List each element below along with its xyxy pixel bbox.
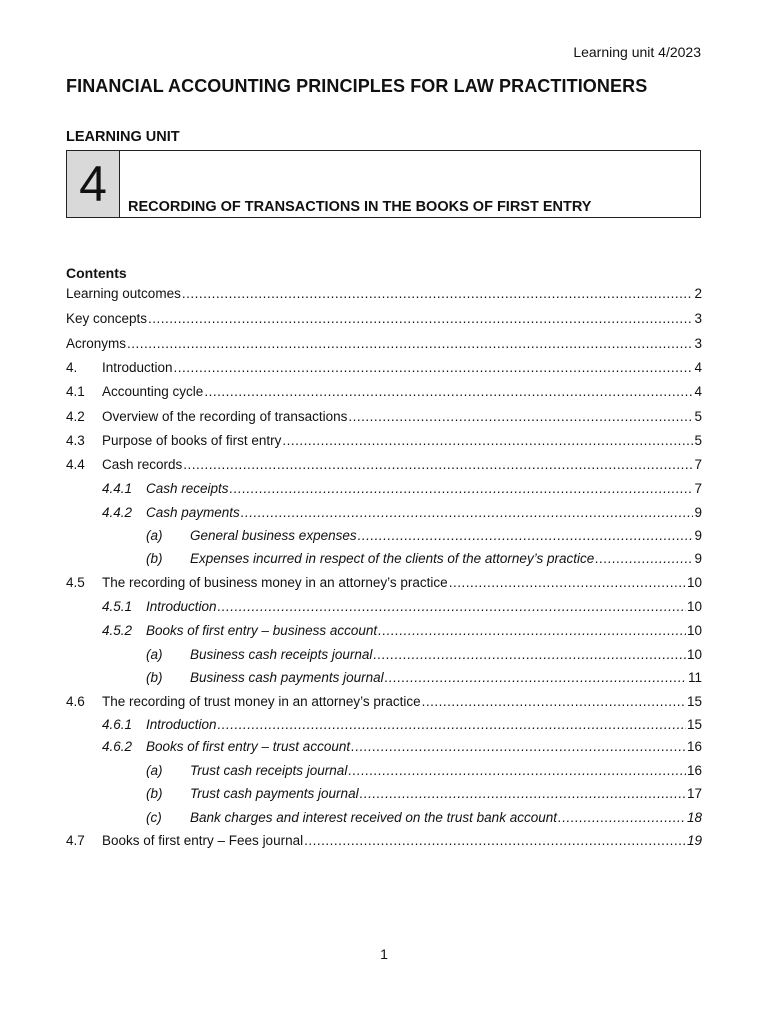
toc-entry-page: 10: [686, 575, 702, 590]
toc-entry-page: 16: [686, 763, 702, 778]
toc-entry-number: 4.6: [66, 694, 85, 709]
toc-entry-label: Trust cash receipts journal: [190, 763, 348, 778]
toc-dot-leader: [127, 334, 693, 354]
toc-entry-label: Books of first entry – business account: [146, 623, 378, 638]
toc-entry-page: 19: [686, 833, 702, 848]
toc-entry[interactable]: [66, 358, 702, 378]
toc-entry-page: 9: [694, 505, 702, 520]
toc-entry[interactable]: [66, 334, 702, 354]
toc-entry-label: The recording of business money in an attorney’s practice: [102, 575, 448, 590]
toc-entry-label: Books of first entry – Fees journal: [102, 833, 304, 848]
toc-entry-page: 7: [694, 457, 702, 472]
learning-unit-label: LEARNING UNIT: [66, 129, 180, 145]
toc-entry-page: 10: [686, 647, 702, 662]
toc-entry-label: Acronyms: [66, 336, 127, 351]
toc-dot-leader: [595, 549, 693, 569]
toc-entry[interactable]: [66, 407, 702, 427]
unit-heading-cell: [120, 151, 700, 217]
toc-entry-number: 4.5: [66, 575, 85, 590]
toc-entry-number: 4.1: [66, 384, 85, 399]
toc-entry-number: 4.5.1: [102, 599, 133, 614]
toc-entry-label: Accounting cycle: [102, 384, 204, 399]
toc-entry-page: 18: [686, 810, 702, 825]
toc-entry-page: 11: [687, 670, 702, 685]
toc-dot-leader: [422, 692, 686, 712]
toc-entry-number: 4.4.1: [102, 481, 133, 496]
toc-entry-label: Cash receipts: [146, 481, 229, 496]
toc-entry-number: (b): [146, 551, 163, 566]
toc-entry[interactable]: [66, 503, 702, 523]
toc-entry-label: Introduction: [146, 717, 217, 732]
unit-heading: RECORDING OF TRANSACTIONS IN THE BOOKS OF FIRST ENTRY: [128, 199, 592, 215]
toc-entry[interactable]: [66, 479, 702, 499]
toc-entry-page: 15: [686, 694, 702, 709]
toc-entry[interactable]: [66, 715, 702, 735]
document-title: FINANCIAL ACCOUNTING PRINCIPLES FOR LAW PRACTITIONERS: [66, 76, 648, 96]
toc-dot-leader: [348, 761, 686, 781]
toc-entry-label: Key concepts: [66, 311, 148, 326]
unit-number: 4: [67, 151, 120, 217]
toc-entry-number: 4.4.2: [102, 505, 133, 520]
toc-entry-number: 4.3: [66, 433, 85, 448]
toc-entry-number: 4.2: [66, 409, 85, 424]
toc-entry-page: 7: [694, 481, 702, 496]
toc-entry[interactable]: [66, 645, 702, 665]
toc-dot-leader: [351, 737, 686, 757]
toc-dot-leader: [218, 597, 686, 617]
toc-entry[interactable]: [66, 455, 702, 475]
toc-entry[interactable]: [66, 549, 702, 569]
toc-entry-page: 10: [686, 599, 702, 614]
toc-dot-leader: [282, 431, 693, 451]
toc-entry-label: Cash payments: [146, 505, 240, 520]
toc-entry-number: 4.5.2: [102, 623, 133, 638]
toc-entry[interactable]: [66, 808, 702, 828]
toc-dot-leader: [378, 621, 686, 641]
toc-dot-leader: [183, 455, 693, 475]
toc-entry-label: Introduction: [146, 599, 217, 614]
toc-entry[interactable]: [66, 382, 702, 402]
toc-dot-leader: [385, 668, 687, 688]
toc-entry-number: (a): [146, 647, 163, 662]
toc-entry-page: 4: [694, 360, 702, 375]
contents-heading: Contents: [66, 265, 127, 281]
header-unit-reference: Learning unit 4/2023: [573, 44, 701, 60]
toc-entry[interactable]: [66, 761, 702, 781]
toc-entry-page: 2: [694, 286, 702, 301]
toc-entry-label: Expenses incurred in respect of the clients of the attorney’s practice: [190, 551, 595, 566]
toc-entry-page: 15: [686, 717, 702, 732]
toc-entry[interactable]: [66, 526, 702, 546]
page-number: 1: [380, 946, 388, 962]
toc-entry-page: 3: [694, 311, 702, 326]
toc-entry-page: 9: [694, 551, 702, 566]
toc-entry-label: Business cash receipts journal: [190, 647, 373, 662]
toc-entry[interactable]: [66, 692, 702, 712]
toc-entry[interactable]: [66, 668, 702, 688]
toc-entry[interactable]: [66, 309, 702, 329]
toc-entry[interactable]: [66, 784, 702, 804]
toc-entry-label: Introduction: [102, 360, 173, 375]
toc-entry-label: Learning outcomes: [66, 286, 181, 301]
learning-unit-box: [66, 150, 701, 218]
toc-dot-leader: [182, 284, 694, 304]
toc-dot-leader: [241, 503, 694, 523]
toc-entry[interactable]: [66, 284, 702, 304]
toc-dot-leader: [304, 831, 686, 851]
toc-entry-label: Bank charges and interest received on the trust bank account: [190, 810, 557, 825]
toc-entry-page: 10: [686, 623, 702, 638]
toc-entry-number: (b): [146, 670, 163, 685]
toc-entry-number: 4.: [66, 360, 78, 375]
toc-entry-number: (a): [146, 528, 163, 543]
toc-entry-page: 3: [694, 336, 702, 351]
toc-entry[interactable]: [66, 431, 702, 451]
toc-entry-page: 16: [686, 739, 702, 754]
toc-dot-leader: [360, 784, 686, 804]
toc-entry-page: 5: [694, 409, 702, 424]
toc-entry-number: 4.6.1: [102, 717, 133, 732]
toc-entry-label: Purpose of books of first entry: [102, 433, 282, 448]
toc-entry-label: Business cash payments journal: [190, 670, 384, 685]
toc-entry-label: Cash records: [102, 457, 183, 472]
toc-entry[interactable]: [66, 621, 702, 641]
toc-entry-number: (c): [146, 810, 162, 825]
toc-entry-number: 4.4: [66, 457, 85, 472]
toc-entry-page: 5: [694, 433, 702, 448]
toc-entry[interactable]: [66, 597, 702, 617]
toc-entry-number: 4.6.2: [102, 739, 133, 754]
toc-entry-label: Trust cash payments journal: [190, 786, 359, 801]
toc-entry-number: (b): [146, 786, 163, 801]
toc-entry-page: 9: [694, 528, 702, 543]
toc-dot-leader: [230, 479, 694, 499]
toc-entry[interactable]: [66, 831, 702, 851]
toc-dot-leader: [174, 358, 694, 378]
toc-entry-label: The recording of trust money in an attorney’s practice: [102, 694, 421, 709]
toc-dot-leader: [148, 309, 693, 329]
toc-dot-leader: [218, 715, 686, 735]
toc-entry-label: Books of first entry – trust account: [146, 739, 351, 754]
toc-entry-number: 4.7: [66, 833, 85, 848]
toc-entry[interactable]: [66, 737, 702, 757]
toc-entry-label: Overview of the recording of transactions: [102, 409, 348, 424]
toc-dot-leader: [373, 645, 686, 665]
toc-dot-leader: [348, 407, 693, 427]
toc-entry[interactable]: [66, 573, 702, 593]
toc-entry-label: General business expenses: [190, 528, 357, 543]
toc-entry-page: 4: [694, 384, 702, 399]
toc-dot-leader: [358, 526, 694, 546]
toc-dot-leader: [449, 573, 686, 593]
toc-dot-leader: [558, 808, 686, 828]
toc-entry-number: (a): [146, 763, 163, 778]
toc-dot-leader: [204, 382, 693, 402]
toc-entry-page: 17: [686, 786, 702, 801]
